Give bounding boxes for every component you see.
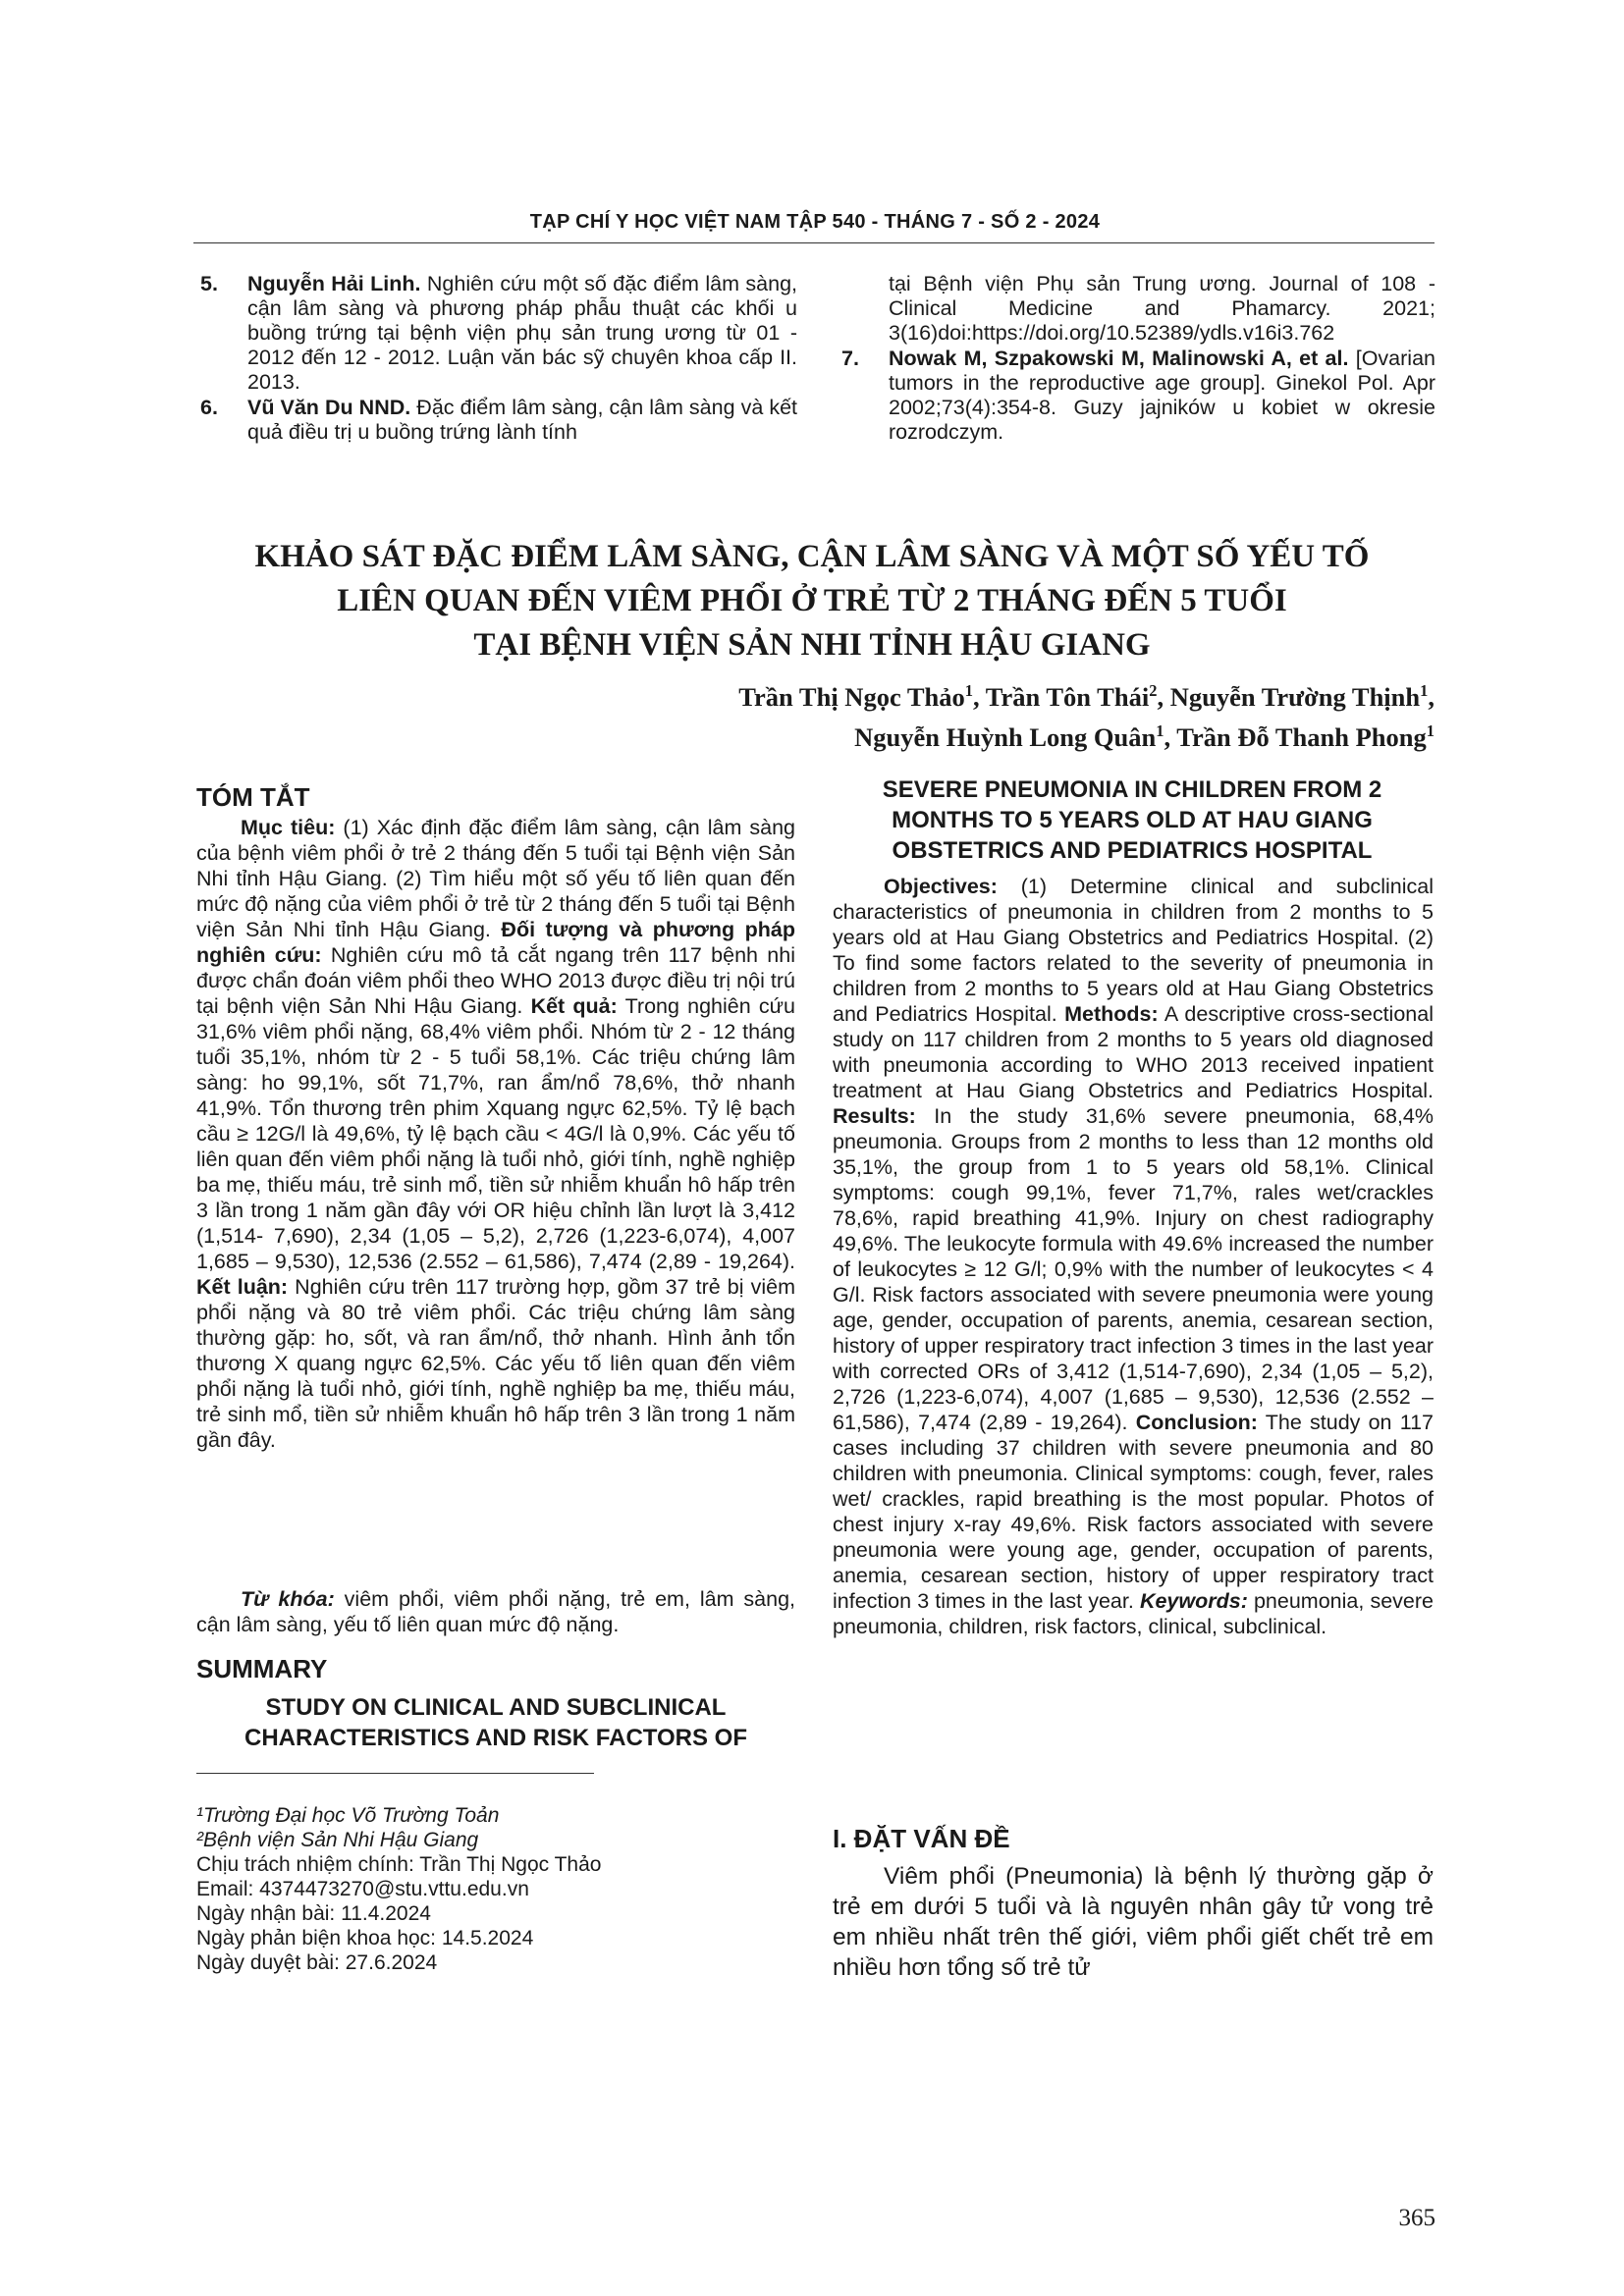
reference-number: 6. bbox=[200, 396, 218, 419]
reference-text: tại Bệnh viện Phụ sản Trung ương. Journal of 108 - Clinical Medicine and Phamarcy. 2021; 3(16)doi:https://doi.org/10.52389/ydls.v16i3.762 bbox=[889, 272, 1435, 345]
summary-title-part1: STUDY ON CLINICAL AND SUBCLINICAL CHARACTERISTICS AND RISK FACTORS OF bbox=[244, 1694, 747, 1751]
affiliation-mark: 1 bbox=[1420, 681, 1429, 701]
objective-label: Mục tiêu: bbox=[241, 816, 336, 839]
reference-number: 7. bbox=[841, 347, 859, 370]
results-label: Kết quả: bbox=[530, 994, 618, 1018]
abstract-heading: TÓM TẮT bbox=[196, 782, 310, 812]
keywords-label: Keywords: bbox=[1139, 1589, 1248, 1613]
email: Email: 4374473270@stu.vttu.edu.vn bbox=[196, 1878, 529, 1900]
summary-heading: SUMMARY bbox=[196, 1654, 328, 1683]
methods-label: Đối tượng và phương pháp nghiên cứu: bbox=[196, 918, 795, 967]
affiliation-mark: 1 bbox=[964, 681, 973, 701]
summary-body: Objectives: (1) Determine clinical and subclinical characteristics of pneumonia in children from 2 months to 5 years old at Hau Giang Obstetrics and Pediatrics Hospital. (2) To find some factors related to the severity of pneumonia in children from 2 months to 5 years old at Hau Giang Obstetrics and Pediatrics Hospital. Methods: A descriptive cross-sectional study on 117 children from 2 months to 5 years old diagnosed with pneumonia according to WHO 2013 received inpatient treatment at Hau Giang Obstetrics and Pediatrics Hospital. Results: In the study 31,6% severe pneumonia, 68,4% pneumonia. Groups from 2 months to less than 12 months old 35,1%, the group from 1 to 5 years old 58,1%. Clinical symptoms: cough 99,1%, fever 71,7%, rales wet/crackles 78,6%, rapid breathing 41,9%. Injury on chest radiography 49,6%. The leukocyte formula with 49.6% increased the number of leukocytes ≥ 12 G/l; 0,9% with the number of leukocytes < 4 G/l. Risk factors associated with severe pneumonia were young age, gender, occupation of parents, anemia, cesarean section, history of upper respiratory tract infection 3 times in the last year with corrected ORs of 3,412 (1,514-7,690), 2,34 (1,05 – 5,2), 2,726 (1,223-6,074), 4,007 (1,685 – 9,530), 12,536 (2.552 – 61,586), 7,474 (2,89 - 19,264). Conclusion: The study on 117 cases including 37 children with severe pneumonia and 80 children with pneumonia. Clinical symptoms: cough, fever, rales wet/ crackles, rapid breathing is the most popular. Photos of chest injury x-ray 49,6%. Risk factors associated with severe pneumonia were young age, gender, occupation of parents, anemia, cesarean section, history of upper respiratory tract infection 3 times in the last year. Keywords: pneumonia, severe pneumonia, children, risk factors, clinical, subclinical. bbox=[833, 875, 1434, 1638]
reference-author: Nowak M, Szpakowski M, Malinowski A, et al. bbox=[889, 347, 1349, 370]
results-label: Results: bbox=[833, 1104, 916, 1128]
keywords-vi: Từ khóa: viêm phổi, viêm phổi nặng, trẻ em, lâm sàng, cận lâm sàng, yếu tố liên quan mức độ nặng. bbox=[196, 1587, 796, 1636]
affiliation-2: ²Bệnh viện Sản Nhi Hậu Giang bbox=[196, 1829, 479, 1851]
author-line-1: Trần Thị Ngọc Thảo$^1$, Trần Tôn Thái$^2$, Nguyễn Trường Thịnh$^1$, bbox=[738, 681, 1435, 712]
date-reviewed: Ngày phản biện khoa học: 14.5.2024 bbox=[196, 1927, 534, 1949]
title-line: TẠI BỆNH VIỆN SẢN NHI TỈNH HẬU GIANG bbox=[473, 627, 1151, 663]
reference-6 bbox=[200, 396, 797, 445]
objectives-label: Objectives: bbox=[884, 875, 998, 898]
running-header: TẠP CHÍ Y HỌC VIỆT NAM TẬP 540 - THÁNG 7 - SỐ 2 - 2024 bbox=[529, 211, 1101, 233]
author-line-2: Nguyễn Huỳnh Long Quân$^1$, Trần Đỗ Thanh Phong$^1$ bbox=[854, 721, 1435, 752]
date-accepted: Ngày duyệt bài: 27.6.2024 bbox=[196, 1951, 438, 1974]
author-name: Trần Đỗ Thanh Phong bbox=[1176, 722, 1427, 752]
article-title bbox=[147, 535, 1477, 667]
reference-text: Nghiên cứu một số đặc điểm lâm sàng, cận lâm sàng và phương pháp phẫu thuật các khối u buồng trứng tại bệnh viện phụ sản trung ương từ 01 - 2012 đến 12 - 2012. Luận văn bác sỹ chuyên khoa cấp II. 2013. bbox=[247, 272, 798, 394]
corresponding-author: Chịu trách nhiệm chính: Trần Thị Ngọc Thảo bbox=[196, 1853, 602, 1876]
reference-7 bbox=[841, 347, 1435, 445]
author-name: Trần Thị Ngọc Thảo bbox=[738, 682, 965, 712]
intro-heading: I. ĐẶT VẤN ĐỀ bbox=[833, 1824, 1010, 1853]
reference-5 bbox=[200, 272, 798, 395]
footnote-rule bbox=[196, 1773, 594, 1774]
affiliation-1: ¹Trường Đại học Võ Trường Toản bbox=[196, 1804, 500, 1827]
page-number: 365 bbox=[1398, 2205, 1435, 2231]
author-name: Nguyễn Huỳnh Long Quân bbox=[854, 722, 1157, 752]
affiliation-mark: 2 bbox=[1149, 681, 1158, 701]
intro-text: Viêm phổi (Pneumonia) là bệnh lý thường gặp ở trẻ em dưới 5 tuổi và là nguyên nhân gây tử vong trẻ em nhiều nhất trên thế giới, viêm phổi giết chết trẻ em nhiều hơn tổng số trẻ tử bbox=[833, 1863, 1434, 1981]
title-line: KHẢO SÁT ĐẶC ĐIỂM LÂM SÀNG, CẬN LÂM SÀNG VÀ MỘT SỐ YẾU TỐ bbox=[254, 539, 1370, 574]
date-received: Ngày nhận bài: 11.4.2024 bbox=[196, 1902, 431, 1925]
abstract-vi-body: Mục tiêu: (1) Xác định đặc điểm lâm sàng, cận lâm sàng của bệnh viêm phổi ở trẻ 2 tháng đến 5 tuổi tại Bệnh viện Sản Nhi tỉnh Hậu Giang. (2) Tìm hiểu một số yếu tố liên quan đến mức độ nặng của viêm phổi ở trẻ từ 2 tháng đến 5 tuổi tại Bệnh viện Sản Nhi tỉnh Hậu Giang. Đối tượng và phương pháp nghiên cứu: Nghiên cứu mô tả cắt ngang trên 117 bệnh nhi được chẩn đoán viêm phổi theo WHO 2013 được điều trị nội trú tại bệnh viện Sản Nhi Hậu Giang. Kết quả: Trong nghiên cứu 31,6% viêm phổi nặng, 68,4% viêm phổi. Nhóm từ 2 - 12 tháng tuổi 35,1%, nhóm từ 2 - 5 tuổi 58,1%. Các triệu chứng lâm sàng: ho 99,1%, sốt 71,7%, ran ẩm/nổ 78,6%, thở nhanh 41,9%. Tổn thương trên phim Xquang ngực 62,5%. Tỷ lệ bạch cầu ≥ 12G/l là 49,6%, tỷ lệ bạch cầu < 4G/l là 0,9%. Các yếu tố liên quan đến viêm phổi nặng là tuổi nhỏ, giới tính, nghề nghiệp ba mẹ, thiếu máu, trẻ sinh mổ, tiền sử nhiễm khuẩn hô hấp trên 3 lần trong 1 năm gần đây với OR hiệu chỉnh lần lượt là 3,412 (1,514- 7,690), 2,34 (1,05 – 5,2), 2,726 (1,223-6,074), 4,007 1,685 – 9,530), 12,536 (2.552 – 61,586), 7,474 (2,89 - 19,264). Kết luận: Nghiên cứu trên 117 trường hợp, gồm 37 trẻ bị viêm phổi nặng và 80 trẻ viêm phổi. Các triệu chứng lâm sàng thường gặp: ho, sốt, và ran ẩm/nổ, thở nhanh. Hình ảnh tổn thương X quang ngực 62,5%. Các yếu tố liên quan đến viêm phổi nặng là tuổi nhỏ, giới tính, nghề nghiệp ba mẹ, thiếu máu, trẻ sinh mổ, tiền sử nhiễm khuẩn hô hấp trên 3 lần trong 1 năm gần đây. bbox=[196, 816, 796, 1452]
footnotes bbox=[196, 1803, 601, 1975]
affiliation-mark: 1 bbox=[1156, 721, 1164, 741]
reference-6-continued bbox=[889, 272, 1435, 346]
keywords-label: Từ khóa: bbox=[241, 1587, 335, 1611]
summary-title-part2: SEVERE PNEUMONIA IN CHILDREN FROM 2 MONTHS TO 5 YEARS OLD AT HAU GIANG OBSTETRICS AND PEDIATRICS HOSPITAL bbox=[882, 776, 1382, 864]
title-line: LIÊN QUAN ĐẾN VIÊM PHỔI Ở TRẺ TỪ 2 THÁNG ĐẾN 5 TUỔI bbox=[337, 583, 1287, 618]
header-rule bbox=[193, 242, 1435, 243]
reference-text: Đặc điểm lâm sàng, cận lâm sàng và kết quả điều trị u buồng trứng lành tính bbox=[247, 396, 797, 444]
author-name: Trần Tôn Thái bbox=[985, 682, 1150, 712]
reference-number: 5. bbox=[200, 272, 218, 295]
reference-text: [Ovarian tumors in the reproductive age group]. Ginekol Pol. Apr 2002;73(4):354-8. Guzy jajników u kobiet w okresie rozrodczym. bbox=[889, 347, 1435, 444]
reference-author: Vũ Văn Du NND. bbox=[247, 396, 411, 419]
conclusion-label: Kết luận: bbox=[196, 1275, 289, 1299]
affiliation-mark: 1 bbox=[1426, 721, 1435, 741]
conclusion-label: Conclusion: bbox=[1135, 1411, 1258, 1434]
reference-author: Nguyễn Hải Linh. bbox=[247, 272, 421, 295]
methods-label: Methods: bbox=[1064, 1002, 1159, 1026]
author-name: Nguyễn Trường Thịnh bbox=[1169, 682, 1421, 712]
